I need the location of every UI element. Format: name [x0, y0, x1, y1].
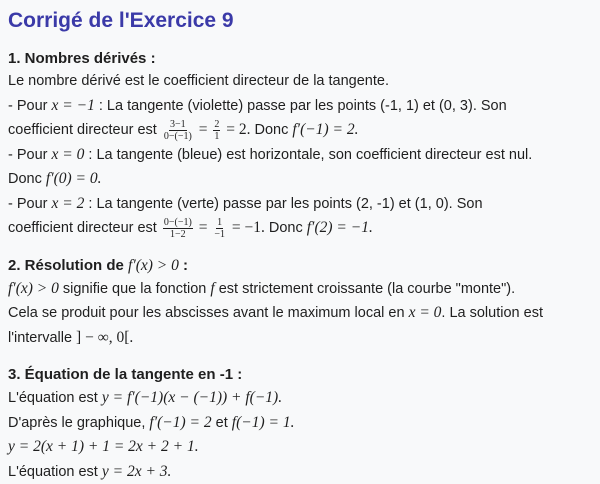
section-inequality	[8, 255, 592, 351]
text: : La tangente (violette) passe par les points (-1, 1) et (0, 3). Son	[95, 98, 507, 114]
text: 2. Résolution de	[8, 257, 128, 274]
math: f′(−1) = 2	[149, 414, 211, 431]
math: f′(0) = 0.	[46, 170, 102, 187]
math: y = f′(−1)(x − (−1)) + f(−1).	[102, 389, 282, 406]
math: f(−1) = 1.	[232, 414, 295, 431]
text: L'équation est	[8, 390, 102, 406]
text: signifie que la fonction	[59, 281, 211, 297]
section-3-heading: 3. Équation de la tangente en -1 :	[8, 364, 592, 386]
math: y = 2x + 3.	[102, 463, 172, 480]
case-x-minus-1-slope-line	[8, 118, 592, 143]
text: L'équation est	[8, 464, 102, 480]
denominator: 0−(−1)	[163, 131, 193, 142]
math: f′(x) > 0	[8, 280, 59, 297]
math: f	[210, 280, 214, 297]
denominator: −1	[213, 229, 226, 240]
numerator: 3−1	[169, 119, 187, 131]
spacer	[8, 241, 592, 255]
text: et	[212, 415, 232, 431]
text: Donc	[8, 171, 46, 187]
math: = −1.	[228, 219, 265, 236]
text: Cela se produit pour les abscisses avant le maximum local en	[8, 305, 409, 321]
numerator: 2	[213, 119, 220, 131]
fraction	[163, 119, 193, 142]
case-x-2-line	[8, 192, 592, 217]
math: ] − ∞, 0[.	[76, 329, 133, 346]
section-3-line-1	[8, 386, 592, 411]
fraction	[213, 119, 220, 142]
text: . La solution est	[441, 305, 543, 321]
math: = 2.	[222, 121, 250, 138]
text: : La tangente (bleue) est horizontale, son coefficient directeur est nul.	[84, 147, 532, 163]
spacer	[8, 350, 592, 364]
denominator: 1−2	[169, 229, 187, 240]
section-tangent-equation	[8, 364, 592, 484]
case-x-0-line	[8, 143, 592, 168]
math: x = 0	[409, 304, 442, 321]
case-x-0-result-line	[8, 167, 592, 192]
math: x = 2	[52, 195, 85, 212]
section-2-line-3	[8, 326, 592, 351]
math: x = 0	[52, 146, 85, 163]
math: y = 2(x + 1) + 1 = 2x + 2 + 1.	[8, 438, 199, 455]
text: l'intervalle	[8, 330, 76, 346]
case-x-minus-1-line	[8, 94, 592, 119]
math: x = −1	[52, 97, 95, 114]
page-title: Corrigé de l'Exercice 9	[8, 8, 592, 34]
fraction	[163, 217, 193, 240]
math: =	[195, 121, 212, 138]
numerator: 1	[216, 217, 223, 229]
denominator: 1	[213, 131, 220, 142]
text: - Pour	[8, 147, 52, 163]
section-1-intro: Le nombre dérivé est le coefficient directeur de la tangente.	[8, 70, 592, 94]
section-3-line-4	[8, 460, 592, 484]
text: : La tangente (verte) passe par les points (2, -1) et (1, 0). Son	[84, 196, 482, 212]
case-x-2-slope-line	[8, 216, 592, 241]
text: :	[179, 257, 188, 274]
numerator: 0−(−1)	[163, 217, 193, 229]
math: =	[195, 219, 212, 236]
section-2-line-2	[8, 301, 592, 326]
text: coefficient directeur est	[8, 122, 161, 138]
text: Donc	[265, 220, 307, 236]
math: f′(2) = −1.	[307, 219, 373, 236]
fraction	[213, 217, 226, 240]
text: - Pour	[8, 98, 52, 114]
section-1-heading: 1. Nombres dérivés :	[8, 48, 592, 70]
section-2-line-1	[8, 277, 592, 302]
section-3-line-2	[8, 411, 592, 436]
text: Donc	[250, 122, 292, 138]
section-derived-numbers	[8, 48, 592, 241]
text: est strictement croissante (la courbe "monte").	[215, 281, 515, 297]
section-2-heading	[8, 255, 592, 277]
math: f′(x) > 0	[128, 257, 179, 274]
text: - Pour	[8, 196, 52, 212]
math: f′(−1) = 2.	[292, 121, 358, 138]
text: D'après le graphique,	[8, 415, 149, 431]
text: coefficient directeur est	[8, 220, 161, 236]
